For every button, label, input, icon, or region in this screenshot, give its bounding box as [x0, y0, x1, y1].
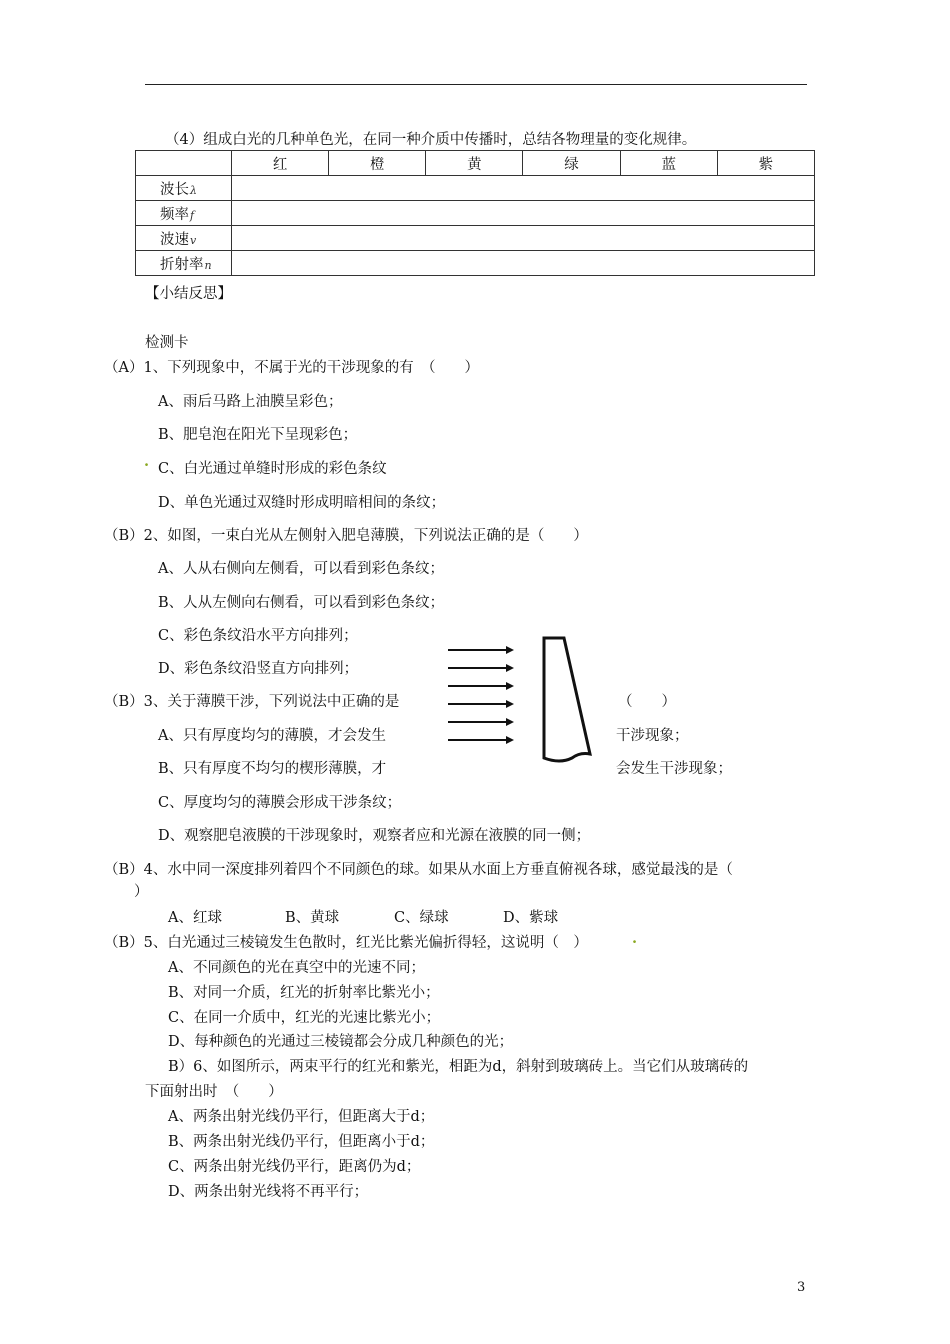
summary-heading: 【小结反思】 [145, 286, 232, 302]
q3-option-d: D、观察肥皂液膜的干涉现象时，观察者应和光源在液膜的同一侧； [158, 828, 591, 844]
q4-option-d: D、紫球 [503, 910, 559, 926]
q2-option-c: C、彩色条纹沿水平方向排列； [158, 628, 358, 644]
q5-option-b: B、对同一介质，红光的折射率比紫光小； [168, 985, 440, 1001]
color-violet: 紫 [717, 151, 814, 176]
q5-option-d: D、每种颜色的光通过三棱镜都会分成几种颜色的光； [168, 1034, 514, 1050]
q3-option-c: C、厚度均匀的薄膜会形成干涉条纹； [158, 795, 402, 811]
q3-stem: （B）3、关于薄膜干涉，下列说法中正确的是 [104, 694, 400, 710]
soap-film-wedge [544, 638, 590, 761]
highlight-mark: . [144, 453, 150, 470]
table-cell [232, 176, 815, 201]
q5-stem: （B）5、白光通过三棱镜发生色散时，红光比紫光偏折得轻，这说明（ ） [104, 935, 588, 951]
table-cell [232, 251, 815, 276]
q3-answer-paren: （ ） [618, 694, 676, 710]
q4-intro: （4）组成白光的几种单色光，在同一种介质中传播时，总结各物理量的变化规律。 [165, 132, 697, 148]
card-title: 检测卡 [145, 335, 189, 351]
color-yellow: 黄 [426, 151, 523, 176]
q1-option-d: D、单色光通过双缝时形成明暗相间的条纹； [158, 495, 446, 511]
color-orange: 橙 [329, 151, 426, 176]
row-label-wavelength: 波长λ [136, 176, 232, 201]
q6-stem: B）6、如图所示，两束平行的红光和紫光，相距为d，斜射到玻璃砖上。当它们从玻璃砖的 [168, 1059, 749, 1075]
soap-film-figure [440, 630, 610, 770]
incident-light-arrows [448, 646, 514, 744]
row-label-frequency: 频率f [136, 201, 232, 226]
table-row [136, 226, 815, 251]
q5-option-a: A、不同颜色的光在真空中的光速不同； [168, 960, 425, 976]
q6-option-c: C、两条出射光线仍平行，距离仍为d； [168, 1159, 421, 1175]
page-number: 3 [797, 1280, 806, 1295]
table-row [136, 176, 815, 201]
q6-option-d: D、两条出射光线将不再平行； [168, 1184, 369, 1200]
q4-option-a: A、红球 [168, 910, 222, 926]
q1-option-b: B、肥皂泡在阳光下呈现彩色； [158, 427, 358, 443]
q1-option-a: A、雨后马路上油膜呈彩色； [158, 394, 343, 410]
table-row [136, 251, 815, 276]
color-blue: 蓝 [620, 151, 717, 176]
table-header-row [136, 151, 815, 176]
row-label-speed: 波速v [136, 226, 232, 251]
table-cell [232, 201, 815, 226]
table-corner-cell [136, 151, 232, 176]
q2-option-b: B、人从左侧向右侧看，可以看到彩色条纹； [158, 595, 445, 611]
q4-option-c: C、绿球 [394, 910, 449, 926]
q3-option-a-part1: A、只有厚度均匀的薄膜，才会发生 [158, 728, 386, 744]
q5-option-c: C、在同一介质中，红光的光速比紫光小； [168, 1010, 441, 1026]
color-green: 绿 [523, 151, 620, 176]
q6-stem-continued: 下面射出时 （ ） [145, 1084, 283, 1100]
q2-option-d: D、彩色条纹沿竖直方向排列； [158, 661, 359, 677]
table-cell [232, 226, 815, 251]
q3-option-b-part2: 会发生干涉现象； [616, 761, 732, 777]
q4-stem-end: ） [134, 884, 149, 900]
table-row [136, 201, 815, 226]
q3-option-b-part1: B、只有厚度不均匀的楔形薄膜，才 [158, 761, 387, 777]
color-red: 红 [232, 151, 329, 176]
q6-option-b: B、两条出射光线仍平行，但距离小于d； [168, 1134, 435, 1150]
header-rule [145, 84, 807, 85]
row-label-refractive-index: 折射率n [136, 251, 232, 276]
light-properties-table [135, 150, 815, 276]
q4-option-b: B、黄球 [285, 910, 340, 926]
q1-stem: （A）1、下列现象中，不属于光的干涉现象的有 （ ） [104, 360, 479, 376]
q6-option-a: A、两条出射光线仍平行，但距离大于d； [168, 1109, 435, 1125]
q3-option-a-part2: 干涉现象； [616, 728, 689, 744]
q2-option-a: A、人从右侧向左侧看，可以看到彩色条纹； [158, 561, 444, 577]
q2-stem: （B）2、如图，一束白光从左侧射入肥皂薄膜，下列说法正确的是（ ） [104, 528, 588, 544]
q4-stem: （B）4、水中同一深度排列着四个不同颜色的球。如果从水面上方垂直俯视各球，感觉最浅的是（ [104, 862, 733, 878]
q1-option-c: C、白光通过单缝时形成的彩色条纹 [158, 461, 387, 477]
highlight-mark: . [632, 930, 638, 947]
